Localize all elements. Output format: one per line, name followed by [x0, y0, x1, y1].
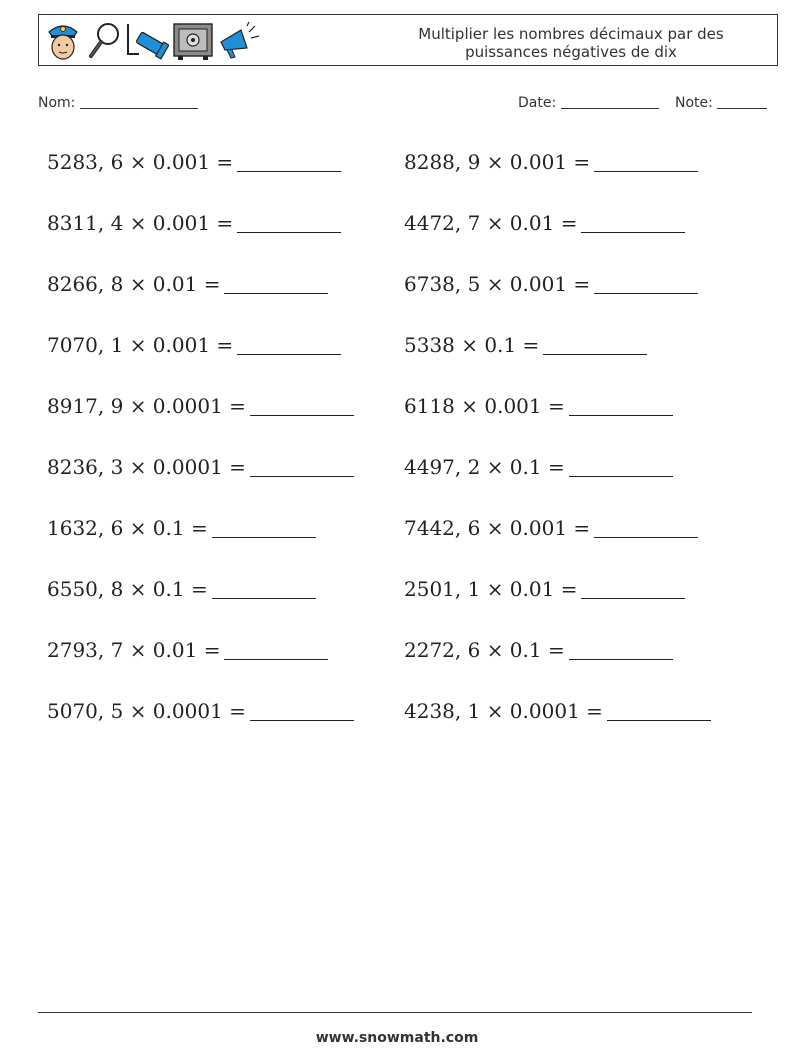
name-blank[interactable] [80, 94, 198, 109]
answer-blank[interactable] [543, 336, 647, 355]
problem-item: 6118 × 0.001 = [404, 394, 673, 418]
problem-item: 2793, 7 × 0.01 = [47, 638, 328, 662]
title-line-1: Multiplier les nombres décimaux par des [418, 25, 724, 43]
problem-item: 8311, 4 × 0.001 = [47, 211, 341, 235]
problem-item: 4497, 2 × 0.1 = [404, 455, 673, 479]
problem-item: 6738, 5 × 0.001 = [404, 272, 698, 296]
answer-blank[interactable] [607, 702, 711, 721]
answer-blank[interactable] [224, 641, 328, 660]
problem-item: 5338 × 0.1 = [404, 333, 647, 357]
date-blank[interactable] [561, 94, 659, 109]
answer-blank[interactable] [250, 458, 354, 477]
grade-blank[interactable] [717, 94, 767, 109]
problem-item: 7070, 1 × 0.001 = [47, 333, 341, 357]
problem-item: 8288, 9 × 0.001 = [404, 150, 698, 174]
answer-blank[interactable] [224, 275, 328, 294]
answer-blank[interactable] [250, 397, 354, 416]
police-officer-icon [43, 20, 83, 62]
answer-blank[interactable] [581, 214, 685, 233]
safe-icon [172, 20, 214, 62]
date-field [518, 94, 659, 111]
answer-blank[interactable] [569, 458, 673, 477]
answer-blank[interactable] [237, 214, 341, 233]
date-label: Date: [518, 95, 557, 111]
problem-item: 1632, 6 × 0.1 = [47, 516, 316, 540]
footer-website: www.snowmath.com [315, 1030, 479, 1046]
answer-blank[interactable] [594, 153, 698, 172]
problem-item: 8917, 9 × 0.0001 = [47, 394, 354, 418]
problem-item: 7442, 6 × 0.001 = [404, 516, 698, 540]
problem-item: 5283, 6 × 0.001 = [47, 150, 341, 174]
grade-label: Note: [675, 95, 713, 111]
worksheet-header [38, 14, 778, 66]
answer-blank[interactable] [594, 519, 698, 538]
problem-item: 8266, 8 × 0.01 = [47, 272, 328, 296]
answer-blank[interactable] [569, 641, 673, 660]
problem-item: 8236, 3 × 0.0001 = [47, 455, 354, 479]
problem-item: 4238, 1 × 0.0001 = [404, 699, 711, 723]
answer-blank[interactable] [250, 702, 354, 721]
answer-blank[interactable] [581, 580, 685, 599]
title-line-2: puissances négatives de dix [465, 43, 677, 61]
answer-blank[interactable] [594, 275, 698, 294]
problem-item: 6550, 8 × 0.1 = [47, 577, 316, 601]
grade-field [675, 94, 767, 111]
problem-item: 5070, 5 × 0.0001 = [47, 699, 354, 723]
name-label: Nom: [38, 95, 76, 111]
problem-item: 2272, 6 × 0.1 = [404, 638, 673, 662]
name-field [38, 94, 198, 111]
answer-blank[interactable] [212, 519, 316, 538]
flashlight-icon [125, 20, 169, 62]
worksheet-title [391, 25, 751, 61]
magnifying-glass-icon [86, 20, 122, 62]
problem-item: 2501, 1 × 0.01 = [404, 577, 685, 601]
megaphone-icon [217, 20, 263, 62]
answer-blank[interactable] [212, 580, 316, 599]
footer-divider [38, 1012, 752, 1013]
answer-blank[interactable] [237, 336, 341, 355]
problem-item: 4472, 7 × 0.01 = [404, 211, 685, 235]
answer-blank[interactable] [237, 153, 341, 172]
header-icons [43, 19, 263, 63]
answer-blank[interactable] [569, 397, 673, 416]
